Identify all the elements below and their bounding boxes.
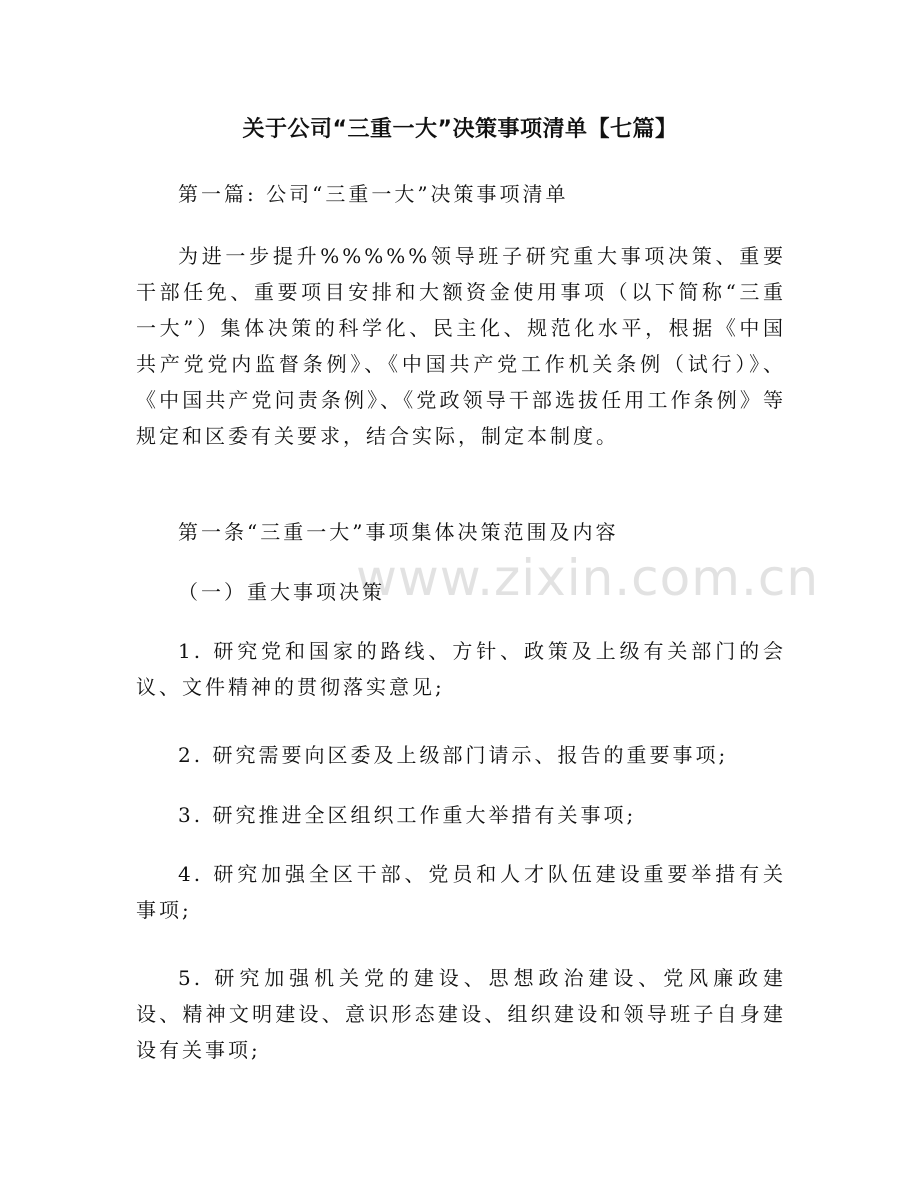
subsection-heading: （一）重大事项决策 <box>178 580 385 604</box>
article-heading: 第一条“三重一大”事项集体决策范围及内容 <box>178 520 619 544</box>
list-item: 4. 研究加强全区干部、党员和人才队伍建设重要举措有关事项; <box>136 862 786 922</box>
list-item: 3. 研究推进全区组织工作重大举措有关事项; <box>178 803 637 827</box>
list-item: 2. 研究需要向区委及上级部门请示、报告的重要事项; <box>178 743 729 767</box>
document-title: 关于公司“三重一大”决策事项清单【七篇】 <box>242 117 678 142</box>
list-item: 1. 研究党和国家的路线、方针、政策及上级有关部门的会议、文件精神的贯彻落实意见; <box>136 639 786 699</box>
intro-paragraph: 为进一步提升%%%%%领导班子研究重大事项决策、重要干部任免、重要项目安排和大额资金使用事项（以下简称“三重一大”）集体决策的科学化、民主化、规范化水平，根据《中国共产党党内监督条例》、《中国共产党工作机关条例（试行）》、《中国共产党问责条例》、《党政领导干部选拔任用工作条例》等规定和区委有关要求，结合实际，制定本制度。 <box>136 244 786 448</box>
list-item: 5. 研究加强机关党的建设、思想政治建设、党风廉政建设、精神文明建设、意识形态建设、组织建设和领导班子自身建设有关事项; <box>136 966 786 1062</box>
section-heading: 第一篇: 公司“三重一大”决策事项清单 <box>178 182 569 206</box>
watermark: www.zixin.com.cn <box>356 549 820 607</box>
